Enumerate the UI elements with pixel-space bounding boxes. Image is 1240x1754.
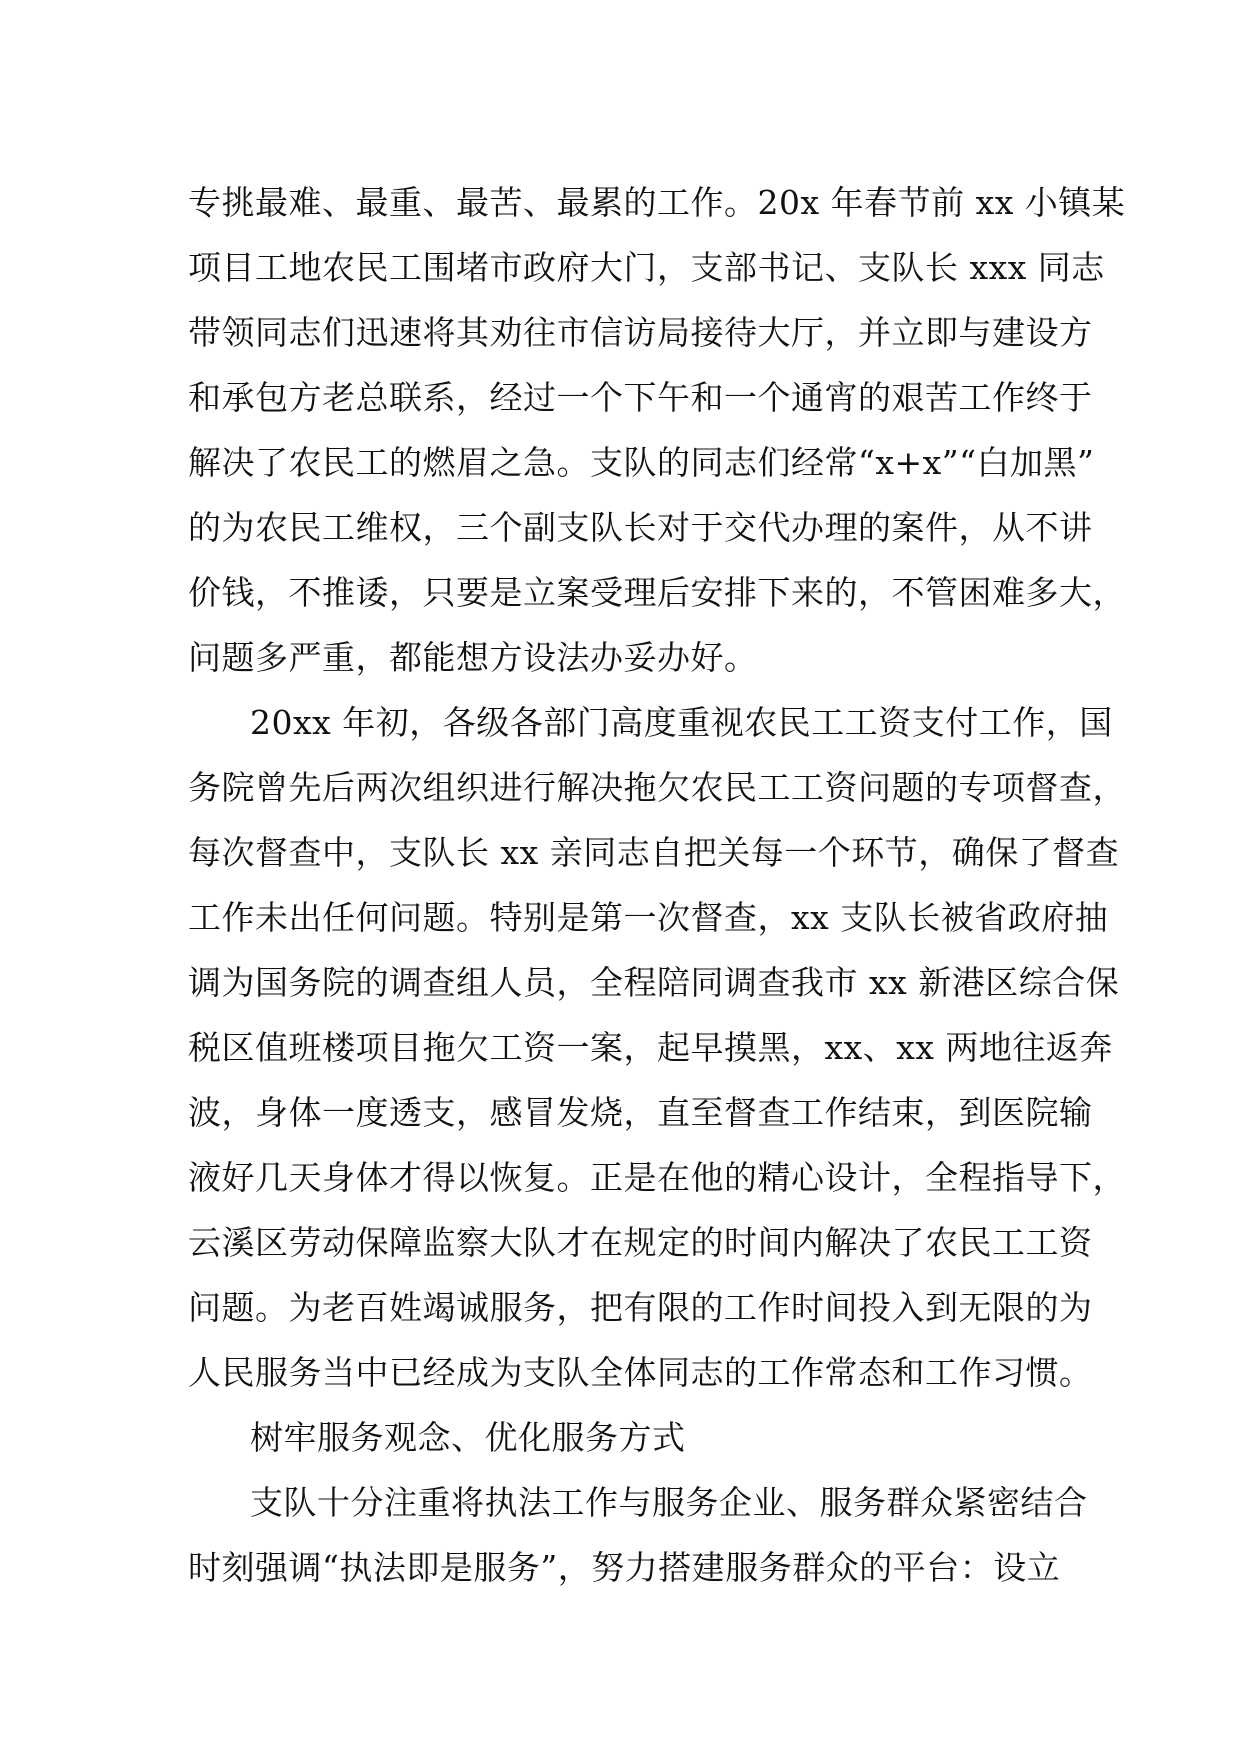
text-line: 时刻强调“执法即是服务”，努力搭建服务群众的平台：设立 bbox=[188, 1548, 1061, 1587]
text-line: 问题多严重，都能想方设法办妥办好。 bbox=[188, 638, 758, 677]
text-line: 带领同志们迅速将其劝往市信访局接待大厅，并立即与建设方 bbox=[188, 313, 1093, 352]
text-line: 和承包方老总联系，经过一个下午和一个通宵的艰苦工作终于 bbox=[188, 378, 1093, 417]
section-heading: 树牢服务观念、优化服务方式 bbox=[250, 1418, 686, 1457]
text-line: 液好几天身体才得以恢复。正是在他的精心设计，全程指导下， bbox=[188, 1158, 1126, 1197]
text-line: 税区值班楼项目拖欠工资一案，起早摸黑，xx、xx 两地往返奔 bbox=[188, 1028, 1113, 1067]
text-line: 人民服务当中已经成为支队全体同志的工作常态和工作习惯。 bbox=[188, 1353, 1093, 1392]
text-line: 解决了农民工的燃眉之急。支队的同志们经常“x+x”“白加黑” bbox=[188, 443, 1095, 482]
text-line: 专挑最难、最重、最苦、最累的工作。20x 年春节前 xx 小镇某 bbox=[188, 183, 1126, 222]
text-line: 每次督查中，支队长 xx 亲同志自把关每一个环节，确保了督查 bbox=[188, 833, 1120, 872]
text-line: 项目工地农民工围堵市政府大门，支部书记、支队长 xxx 同志 bbox=[188, 248, 1105, 287]
paragraph-start-line: 20xx 年初，各级各部门高度重视农民工工资支付工作，国 bbox=[250, 703, 1113, 742]
text-line: 波，身体一度透支，感冒发烧，直至督查工作结束，到医院输 bbox=[188, 1093, 1093, 1132]
text-line: 云溪区劳动保障监察大队才在规定的时间内解决了农民工工资 bbox=[188, 1223, 1093, 1262]
document-body bbox=[188, 170, 1126, 1600]
text-line: 务院曾先后两次组织进行解决拖欠农民工工资问题的专项督查， bbox=[188, 768, 1126, 807]
text-line: 调为国务院的调查组人员，全程陪同调查我市 xx 新港区综合保 bbox=[188, 963, 1120, 1002]
text-line: 价钱，不推诿，只要是立案受理后安排下来的，不管困难多大， bbox=[188, 573, 1126, 612]
text-line: 工作未出任何问题。特别是第一次督查，xx 支队长被省政府抽 bbox=[188, 898, 1109, 937]
paragraph-start-line: 支队十分注重将执法工作与服务企业、服务群众紧密结合 bbox=[250, 1483, 1088, 1522]
text-line: 的为农民工维权，三个副支队长对于交代办理的案件，从不讲 bbox=[188, 508, 1093, 547]
text-line: 问题。为老百姓竭诚服务，把有限的工作时间投入到无限的为 bbox=[188, 1288, 1093, 1327]
